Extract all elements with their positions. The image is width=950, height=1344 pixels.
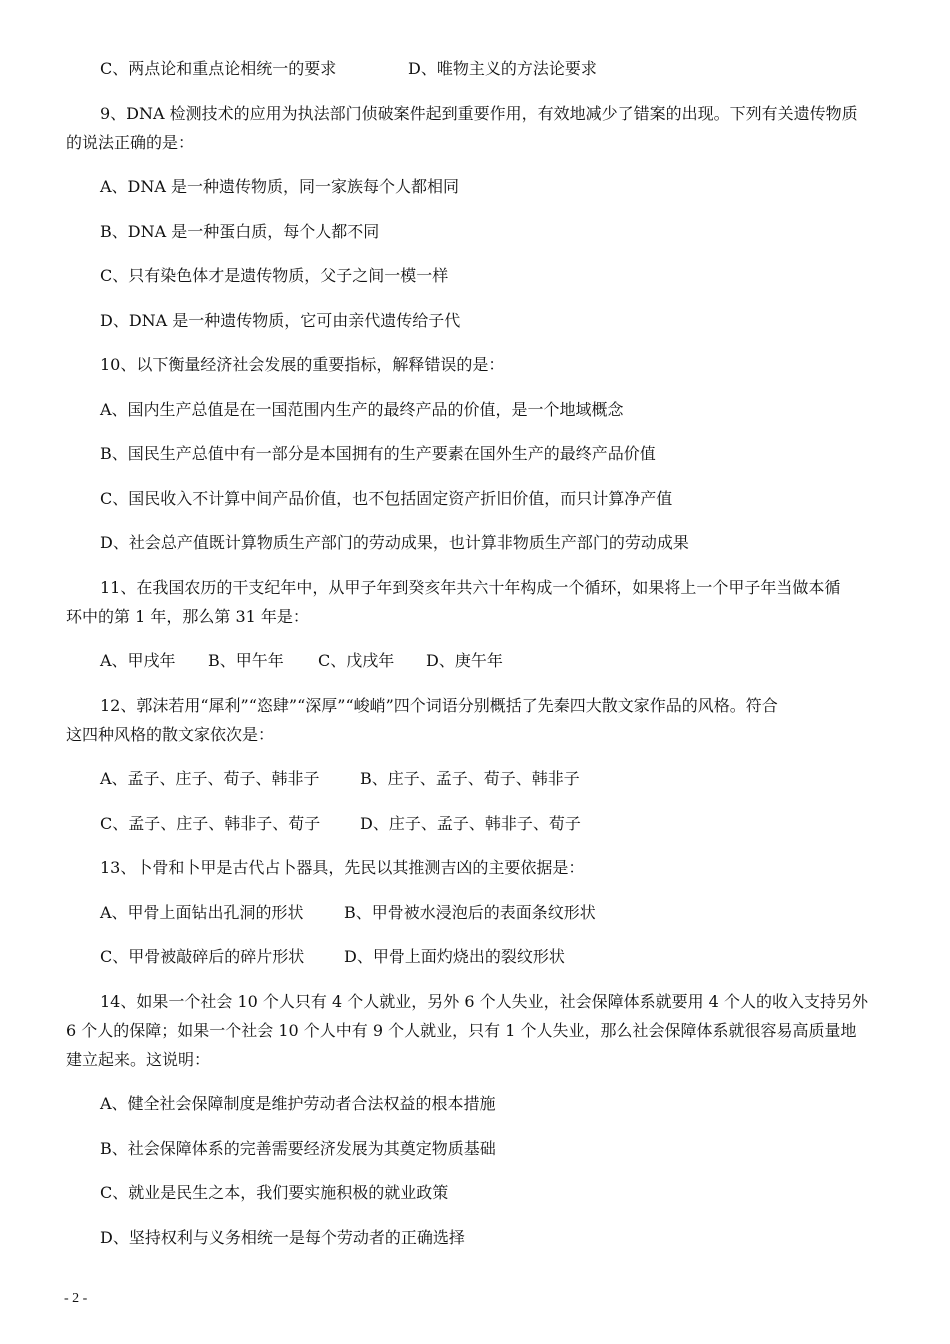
q14-option-a: A、健全社会保障制度是维护劳动者合法权益的根本措施 xyxy=(100,1094,496,1113)
q11-stem-line2: 环中的第 1 年，那么第 31 年是： xyxy=(66,607,309,626)
page-number: - 2 - xyxy=(64,1291,88,1306)
q9-option-a: A、DNA 是一种遗传物质，同一家族每个人都相同 xyxy=(100,177,460,196)
q11-option-a: A、甲戌年 xyxy=(100,651,176,670)
q10-option-c: C、国民收入不计算中间产品价值，也不包括固定资产折旧价值，而只计算净产值 xyxy=(100,489,673,508)
q8-option-d: D、唯物主义的方法论要求 xyxy=(408,59,597,78)
q10-option-d: D、社会总产值既计算物质生产部门的劳动成果，也计算非物质生产部门的劳动成果 xyxy=(100,533,689,552)
q8-option-c: C、两点论和重点论相统一的要求 xyxy=(100,59,337,78)
q14-stem-line3: 建立起来。这说明： xyxy=(66,1050,211,1069)
q11-option-d: D、庚午年 xyxy=(426,651,503,670)
q14-stem-line1: 14、如果一个社会 10 个人只有 4 个人就业，另外 6 个人失业，社会保障体系就要用 4 个人的收入支持另外 xyxy=(100,992,868,1011)
q12-option-a: A、孟子、庄子、荀子、韩非子 xyxy=(100,769,320,788)
q10-option-a: A、国内生产总值是在一国范围内生产的最终产品的价值，是一个地域概念 xyxy=(100,400,624,419)
q12-option-c: C、孟子、庄子、韩非子、荀子 xyxy=(100,814,321,833)
q11-option-b: B、甲午年 xyxy=(208,651,284,670)
q14-option-c: C、就业是民生之本，我们要实施积极的就业政策 xyxy=(100,1183,449,1202)
q13-option-b: B、甲骨被水浸泡后的表面条纹形状 xyxy=(344,903,596,922)
q13-option-c: C、甲骨被敲碎后的碎片形状 xyxy=(100,947,305,966)
q11-stem-line1: 11、在我国农历的干支纪年中，从甲子年到癸亥年共六十年构成一个循环，如果将上一个甲子年当做本循 xyxy=(100,578,841,597)
q9-option-b: B、DNA 是一种蛋白质，每个人都不同 xyxy=(100,222,380,241)
q14-option-d: D、坚持权利与义务相统一是每个劳动者的正确选择 xyxy=(100,1228,465,1247)
q13-option-d: D、甲骨上面灼烧出的裂纹形状 xyxy=(344,947,565,966)
q13-stem: 13、卜骨和卜甲是古代占卜器具，先民以其推测吉凶的主要依据是： xyxy=(100,858,585,877)
q12-option-b: B、庄子、孟子、荀子、韩非子 xyxy=(360,769,580,788)
q14-stem-line2: 6 个人的保障；如果一个社会 10 个人中有 9 个人就业，只有 1 个人失业，那么社会保障体系就很容易高质量地 xyxy=(66,1021,857,1040)
q12-stem-line1: 12、郭沫若用“犀利”“恣肆”“深厚”“峻峭”四个词语分别概括了先秦四大散文家作品的风格。符合 xyxy=(100,696,778,715)
q9-stem-line2: 的说法正确的是： xyxy=(66,133,195,152)
q9-stem-line1: 9、DNA 检测技术的应用为执法部门侦破案件起到重要作用，有效地减少了错案的出现。下列有关遗传物质 xyxy=(100,104,858,123)
q11-option-c: C、戊戌年 xyxy=(318,651,395,670)
q9-option-d: D、DNA 是一种遗传物质，它可由亲代遗传给子代 xyxy=(100,311,461,330)
q12-option-d: D、庄子、孟子、韩非子、荀子 xyxy=(360,814,581,833)
q12-stem-line2: 这四种风格的散文家依次是： xyxy=(66,725,275,744)
q13-option-a: A、甲骨上面钻出孔洞的形状 xyxy=(100,903,304,922)
q10-option-b: B、国民生产总值中有一部分是本国拥有的生产要素在国外生产的最终产品价值 xyxy=(100,444,656,463)
q9-option-c: C、只有染色体才是遗传物质，父子之间一模一样 xyxy=(100,266,449,285)
q14-option-b: B、社会保障体系的完善需要经济发展为其奠定物质基础 xyxy=(100,1139,496,1158)
q10-stem: 10、以下衡量经济社会发展的重要指标，解释错误的是： xyxy=(100,355,505,374)
